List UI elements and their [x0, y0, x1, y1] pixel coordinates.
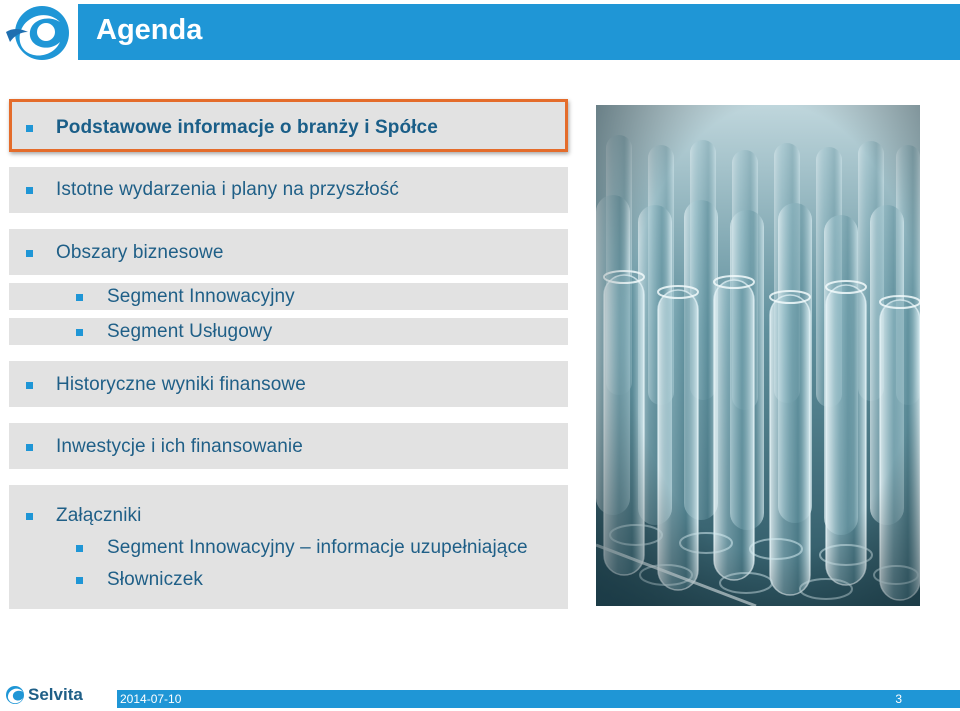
footer-bar: [117, 690, 960, 708]
agenda-item: [26, 504, 141, 528]
agenda-item-box-highlighted[interactable]: [9, 99, 568, 152]
square-bullet-icon: [26, 444, 33, 451]
agenda-item: [26, 435, 303, 459]
agenda-item: [26, 116, 438, 140]
agenda-item-box[interactable]: [9, 167, 568, 213]
agenda-item-label: Istotne wydarzenia i plany na przyszłość: [56, 179, 399, 200]
square-bullet-icon: [76, 329, 83, 336]
agenda-subitem-box[interactable]: [9, 318, 568, 345]
agenda-item-label: Segment Innowacyjny – informacje uzupełniające: [107, 537, 528, 558]
agenda-item-box[interactable]: [9, 423, 568, 469]
square-bullet-icon: [26, 250, 33, 257]
square-bullet-icon: [26, 187, 33, 194]
agenda-subitem: [76, 536, 528, 560]
agenda-item-label: Historyczne wyniki finansowe: [56, 374, 306, 395]
agenda-item-label: Segment Innowacyjny: [107, 286, 295, 307]
square-bullet-icon: [26, 513, 33, 520]
slide-header: [0, 0, 960, 64]
square-bullet-icon: [26, 125, 33, 132]
square-bullet-icon: [76, 577, 83, 584]
footer-date: 2014-07-10: [120, 692, 182, 706]
agenda-item-label: Segment Usługowy: [107, 321, 273, 342]
test-tubes-photo: [596, 105, 920, 606]
square-bullet-icon: [26, 382, 33, 389]
agenda-item-label: Słowniczek: [107, 569, 204, 590]
agenda-item-box-attachments[interactable]: [9, 485, 568, 609]
agenda-item-label: Obszary biznesowe: [56, 242, 224, 263]
agenda-item-label: Podstawowe informacje o branży i Spółce: [56, 117, 438, 138]
agenda-item: [26, 373, 306, 397]
selvita-logo-icon: [2, 2, 80, 62]
square-bullet-icon: [76, 545, 83, 552]
footer-logo-text: Selvita: [28, 685, 83, 704]
agenda-item-box[interactable]: [9, 229, 568, 275]
page-title: Agenda: [96, 14, 203, 46]
agenda-item-label: Inwestycje i ich finansowanie: [56, 436, 303, 457]
agenda-item: [26, 178, 399, 202]
square-bullet-icon: [76, 294, 83, 301]
agenda-item-label: Załączniki: [56, 505, 142, 526]
agenda-item-box[interactable]: [9, 361, 568, 407]
agenda-subitem-box[interactable]: [9, 283, 568, 310]
page-number: 3: [895, 692, 902, 706]
agenda-item: [26, 241, 224, 265]
agenda-subitem: [76, 568, 203, 592]
header-bar: [78, 4, 960, 60]
agenda-subitem: [76, 320, 272, 344]
agenda-subitem: [76, 285, 295, 309]
